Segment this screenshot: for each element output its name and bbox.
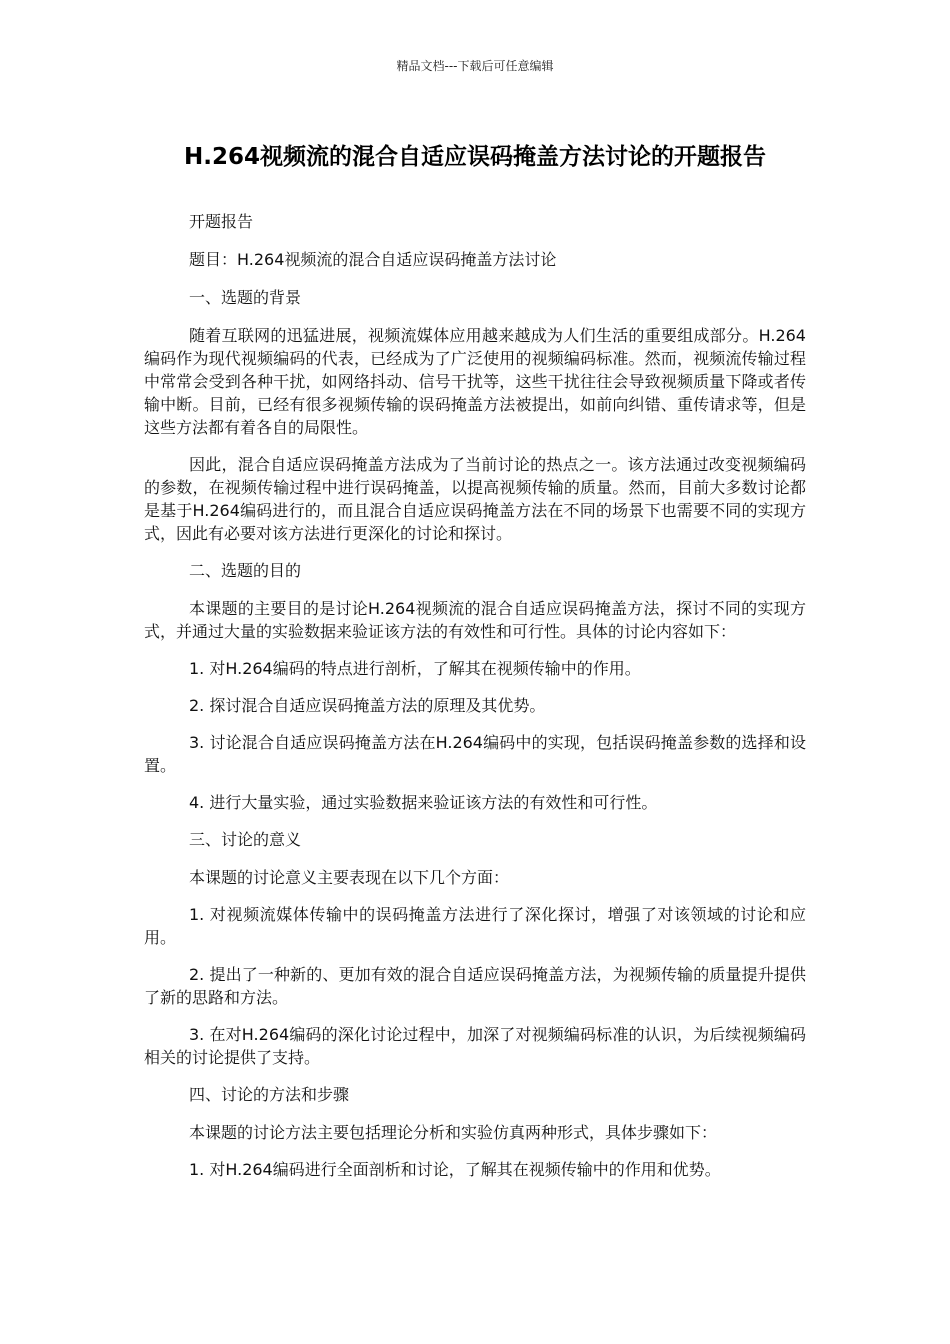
- paragraph-significance: 本课题的讨论意义主要表现在以下几个方面：: [189, 868, 510, 887]
- section-heading-methods: 四、讨论的方法和步骤: [189, 1085, 350, 1104]
- list-item-methods-1: 1. 对H.264编码进行全面剖析和讨论，了解其在视频传输中的作用和优势。: [189, 1160, 721, 1179]
- paragraph-topic: 题目：H.264视频流的混合自适应误码掩盖方法讨论: [189, 250, 557, 269]
- document-body: [144, 210, 806, 1195]
- list-item-purpose-1: 1. 对H.264编码的特点进行剖析，了解其在视频传输中的作用。: [189, 659, 641, 678]
- list-item-significance-2: 2. 提出了一种新的、更加有效的混合自适应误码掩盖方法，为视频传输的质量提升提供了新的思路和方法。: [144, 965, 806, 1007]
- page-header: 精品文档---下载后可任意编辑: [396, 59, 554, 73]
- section-heading-background: 一、选题的背景: [189, 288, 302, 307]
- paragraph-methods: 本课题的讨论方法主要包括理论分析和实验仿真两种形式，具体步骤如下：: [189, 1123, 718, 1142]
- list-item-purpose-3: 3. 讨论混合自适应误码掩盖方法在H.264编码中的实现，包括误码掩盖参数的选择和设置。: [144, 733, 806, 775]
- section-heading-significance: 三、讨论的意义: [189, 830, 302, 849]
- document-title: H.264视频流的混合自适应误码掩盖方法讨论的开题报告: [184, 144, 766, 170]
- paragraph-report-label: 开题报告: [189, 212, 254, 231]
- list-item-significance-1: 1. 对视频流媒体传输中的误码掩盖方法进行了深化探讨，增强了对该领域的讨论和应用。: [144, 905, 806, 947]
- paragraph-background-1: 随着互联网的迅猛进展，视频流媒体应用越来越成为人们生活的重要组成部分。H.264编码作为现代视频编码的代表，已经成为了广泛使用的视频编码标准。然而，视频流传输过程中常常会受到各种干扰，如网络抖动、信号干扰等，这些干扰往往会导致视频质量下降或者传输中断。目前，已经有很多视频传输的误码掩盖方法被提出，如前向纠错、重传请求等，但是这些方法都有着各自的局限性。: [144, 326, 806, 437]
- paragraph-background-2: 因此，混合自适应误码掩盖方法成为了当前讨论的热点之一。该方法通过改变视频编码的参数，在视频传输过程中进行误码掩盖，以提高视频传输的质量。然而，目前大多数讨论都是基于H.264编码进行的，而且混合自适应误码掩盖方法在不同的场景下也需要不同的实现方式，因此有必要对该方法进行更深化的讨论和探讨。: [144, 455, 806, 543]
- list-item-significance-3: 3. 在对H.264编码的深化讨论过程中，加深了对视频编码标准的认识，为后续视频编码相关的讨论提供了支持。: [144, 1025, 806, 1067]
- paragraph-purpose: 本课题的主要目的是讨论H.264视频流的混合自适应误码掩盖方法，探讨不同的实现方式，并通过大量的实验数据来验证该方法的有效性和可行性。具体的讨论内容如下：: [144, 599, 806, 641]
- list-item-purpose-2: 2. 探讨混合自适应误码掩盖方法的原理及其优势。: [189, 696, 546, 715]
- section-heading-purpose: 二、选题的目的: [189, 561, 302, 580]
- list-item-purpose-4: 4. 进行大量实验，通过实验数据来验证该方法的有效性和可行性。: [189, 793, 658, 812]
